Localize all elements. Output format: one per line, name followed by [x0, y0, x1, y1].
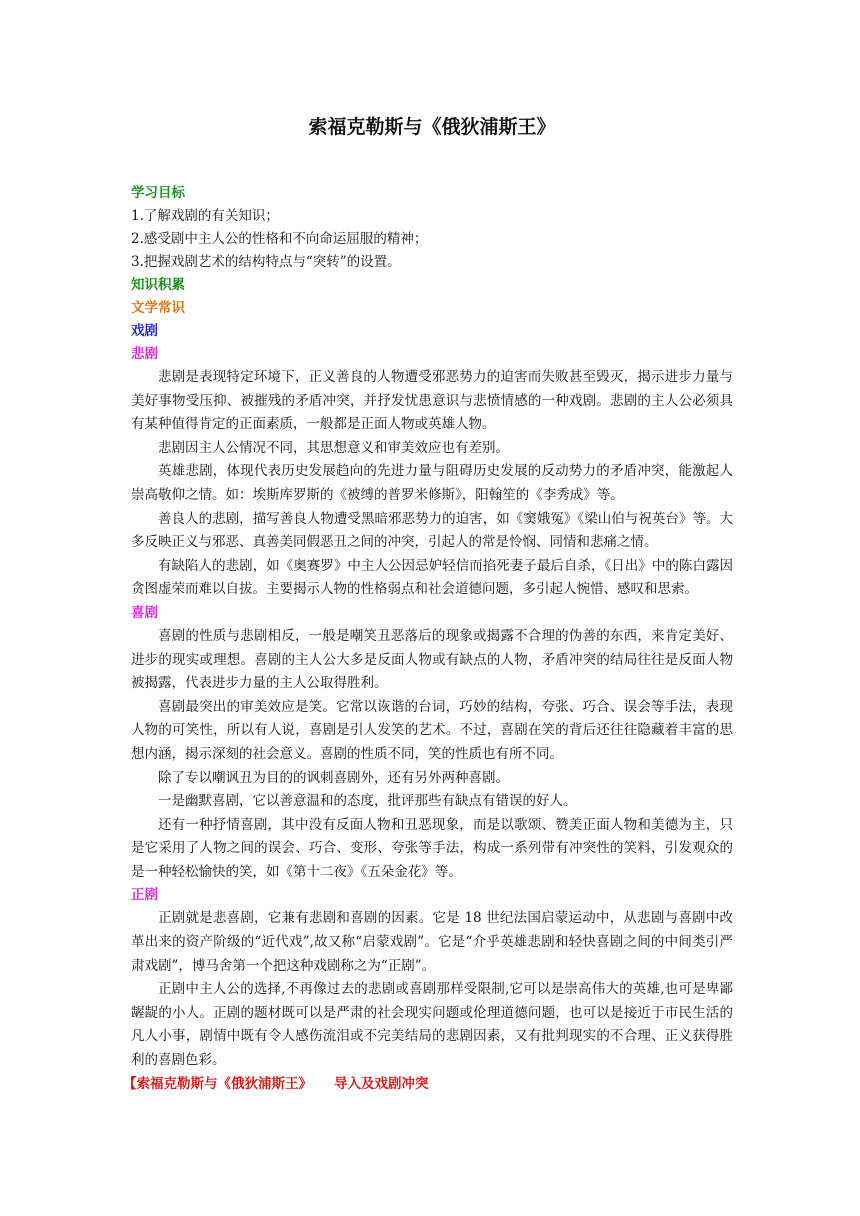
serious-drama-paragraph: 正剧中主人公的选择,不再像过去的悲剧或喜剧那样受限制,它可以是崇高伟大的英雄,也可是卑鄙龌龊的小人。正剧的题材既可以是严肃的社会现实问题或伦理道德问题，也可以是接近于市民生活的凡人小事，剧情中既有令人感伤流泪或不完美结局的悲剧因素，又有批判现实的不合理、正义获得胜利的喜剧色彩。	[131, 981, 733, 1069]
literature-heading: 文学常识	[131, 300, 185, 316]
document-page	[123, 112, 733, 1096]
section-heading-title: 【索福克勒斯与《俄狄浦斯王》	[123, 1075, 312, 1092]
tragedy-paragraph: 善良人的悲剧，描写善良人物遭受黑暗邪恶势力的迫害，如《窦娥冤》《梁山伯与祝英台》等。大多反映正义与邪恶、真善美同假恶丑之间的冲突，引起人的常是怜悯、同情和悲痛之情。	[131, 510, 733, 551]
serious-drama-heading: 正剧	[131, 887, 158, 904]
comedy-paragraph: 一是幽默喜剧，它以善意温和的态度，批评那些有缺点有错误的好人。	[158, 793, 577, 810]
comedy-paragraph: 还有一种抒情喜剧，其中没有反面人物和丑恶现象，而是以歌颂、赞美正面人物和美德为主，只是它采用了人物之间的误会、巧合、变形、夸张等手法，构成一系列带有冲突性的笑料，引发观众的是一种轻松愉快的笑，如《第十二夜》《五朵金花》等。	[131, 816, 733, 880]
tragedy-paragraph: 悲剧是表现特定环境下，正义善良的人物遭受邪恶势力的迫害而失败甚至毁灭，揭示进步力量与美好事物受压抑、被摧残的矛盾冲突，并抒发忧患意识与悲愤情感的一种戏剧。悲剧的主人公必须具有某种值得肯定的正面素质，一般都是正面人物或英雄人物。	[131, 369, 733, 433]
section-heading-subtitle: 导入及戏剧冲突	[334, 1075, 429, 1092]
learning-goals-heading: 学习目标	[131, 185, 185, 201]
drama-heading: 戏剧	[131, 323, 158, 339]
page-title: 索福克勒斯与《俄狄浦斯王》	[308, 116, 556, 138]
learning-goal-item: 2.感受剧中主人公的性格和不向命运屈服的精神；	[131, 231, 428, 247]
learning-goal-item: 3.把握戏剧艺术的结构特点与“突转”的设置。	[131, 254, 401, 270]
tragedy-paragraph: 有缺陷人的悲剧，如《奥赛罗》中主人公因忌妒轻信而掐死妻子最后自杀，《日出》中的陈白露因贪图虚荣而难以自拔。主要揭示人物的性格弱点和社会道德问题，多引起人惋惜、感叹和思索。	[131, 557, 733, 598]
comedy-paragraph: 喜剧最突出的审美效应是笑。它常以诙谐的台词，巧妙的结构，夸张、巧合、误会等手法，表现人物的可笑性，所以有人说，喜剧是引人发笑的艺术。不过，喜剧在笑的背后还往往隐藏着丰富的思想内涵，揭示深刻的社会意义。喜剧的性质不同，笑的性质也有所不同。	[131, 698, 733, 762]
tragedy-paragraph: 悲剧因主人公情况不同，其思想意义和审美效应也有差别。	[158, 439, 509, 456]
tragedy-heading: 悲剧	[131, 346, 158, 362]
comedy-paragraph: 喜剧的性质与悲剧相反，一般是嘲笑丑恶落后的现象或揭露不合理的伪善的东西，来肯定美好、进步的现实或理想。喜剧的主人公大多是反面人物或有缺点的人物，矛盾冲突的结局往往是反面人物被揭露，代表进步力量的主人公取得胜利。	[131, 627, 733, 692]
comedy-heading: 喜剧	[131, 604, 158, 621]
tragedy-paragraph: 英雄悲剧，体现代表历史发展趋向的先进力量与阻碍历史发展的反动势力的矛盾冲突，能激起人崇高敬仰之情。如：埃斯库罗斯的《被缚的普罗米修斯》，阳翰笙的《李秀成》等。	[131, 463, 733, 503]
comedy-paragraph: 除了专以嘲讽丑为目的的讽刺喜剧外，还有另外两种喜剧。	[158, 769, 509, 786]
learning-goal-item: 1.了解戏剧的有关知识；	[131, 208, 279, 224]
knowledge-heading: 知识积累	[131, 277, 185, 293]
section-heading-oedipus	[123, 1073, 733, 1096]
serious-drama-paragraph: 正剧就是悲喜剧，它兼有悲剧和喜剧的因素。它是 18 世纪法国启蒙运动中，从悲剧与喜剧中改革出来的资产阶级的“近代戏”,故又称“启蒙戏剧”。它是“介乎英雄悲剧和轻快喜剧之间的中间类引严肃戏剧”，博马舍第一个把这种戏剧称之为“正剧”。	[131, 910, 733, 974]
